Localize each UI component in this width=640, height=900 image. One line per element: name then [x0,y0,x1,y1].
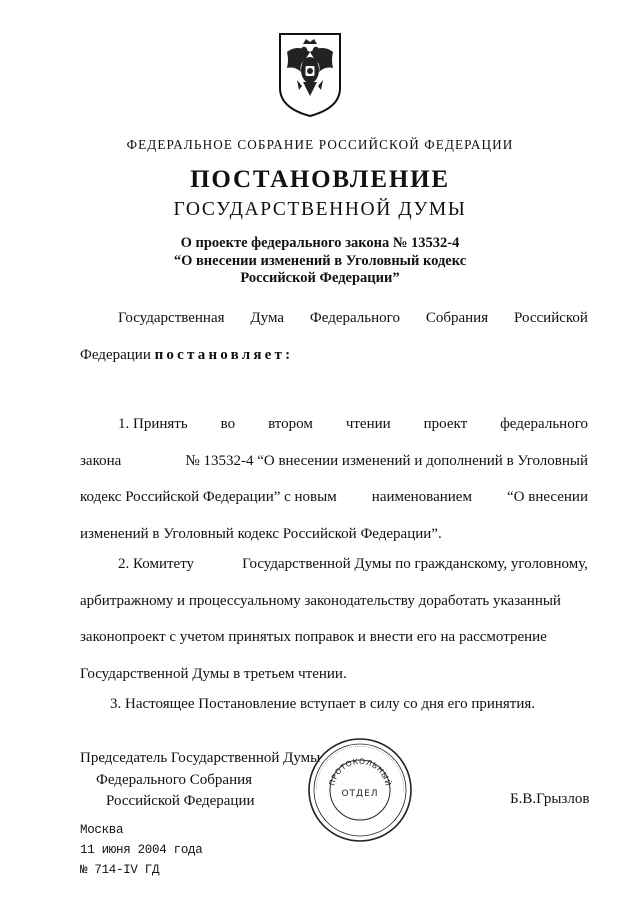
document-number: № 714-IV ГД [80,863,160,877]
subject-line: “О внесении изменений в Уголовный кодекс [173,252,467,269]
subject-line: О проекте федерального закона № 13532-4 [180,235,460,251]
text-line: изменений в Уголовный кодекс Российской Федерации”. [80,525,442,542]
text-word: наименованием [371,489,472,505]
text-segment: Государственной Думы по гражданскому, уголовному, [242,556,588,572]
preamble-word: Собрания [425,310,489,326]
preamble-word: Федерального [309,310,400,326]
svg-text:ПРОТОКОЛЬНЫЙ [327,757,392,787]
text-segment: кодекс Российской Федерации” с новым [80,489,337,505]
preamble-word: Федерации [80,346,151,363]
signatory-name: Б.В.Грызлов [510,791,590,807]
text-word: 1. Принять [118,416,188,432]
text-line: 3. Настоящее Постановление вступает в силу со дня его принятия. [110,696,536,712]
text-word: 2. Комитету [118,556,195,572]
preamble [80,300,588,373]
document-type: ПОСТАНОВЛЕНИЕ [190,166,450,193]
text-word: чтении [345,416,391,432]
seal-center-text: ОТДЕЛ [341,789,379,799]
subject-line: Российской Федерации” [240,270,400,286]
item-3 [80,686,588,723]
text-word: во [220,416,236,432]
signatory-title-line: Федерального Собрания [96,771,253,788]
document-subject [0,235,640,288]
text-segment: № 13532-4 “О внесении изменений и дополнений в Уголовный [185,452,588,469]
date: 11 июня 2004 года [80,843,203,857]
text-line: арбитражному и процессуальному законодательству доработать указанный [80,592,561,609]
text-line: законопроект с учетом принятых поправок и внести его на рассмотрение [80,629,547,645]
signatory-title [80,748,320,813]
preamble-word: Российской [514,310,588,326]
city: Москва [80,823,124,837]
item-1 [80,406,588,552]
signatory-title-line: Российской Федерации [106,793,255,809]
text-word: втором [268,416,313,432]
text-word: проект [423,416,468,432]
item-2 [80,546,588,692]
text-word: закона [80,452,122,469]
preamble-word: Дума [250,310,285,326]
seal-arc-text: ПРОТОКОЛЬНЫЙ [327,756,393,788]
text-segment: “О внесении [507,489,588,505]
document-issuer: ГОСУДАРСТВЕННОЙ ДУМЫ [173,199,467,220]
organization-heading: ФЕДЕРАЛЬНОЕ СОБРАНИЕ РОССИЙСКОЙ ФЕДЕРАЦИИ [126,137,514,152]
text-line: Государственной Думы в третьем чтении. [80,665,347,682]
document-meta [80,820,202,880]
signatory-title-line: Председатель Государственной Думы [80,750,321,766]
coat-of-arms-icon [275,30,345,118]
svg-text:······························: ······································································· [313,743,407,793]
decree-verb: постановляет: [154,346,294,363]
text-word: федерального [500,416,588,432]
preamble-word: Государственная [118,310,225,326]
round-seal-icon [306,736,414,844]
